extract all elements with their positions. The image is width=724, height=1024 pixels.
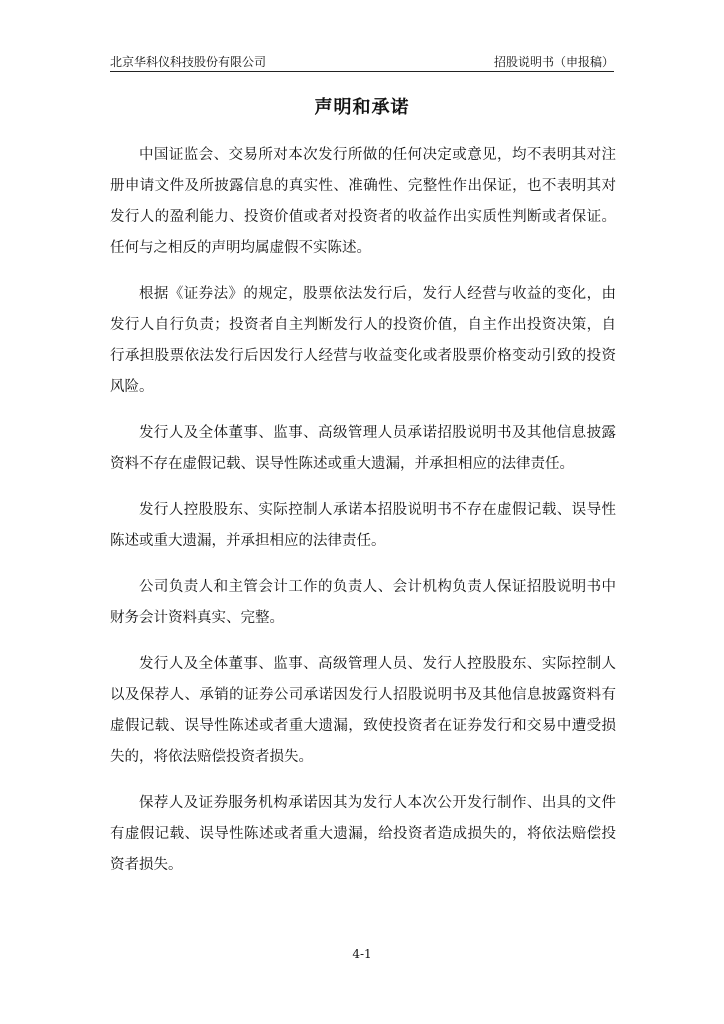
header-company-name: 北京华科仪科技股份有限公司 <box>110 55 267 69</box>
header-document-type: 招股说明书（申报稿） <box>493 55 614 69</box>
page-header <box>110 53 614 72</box>
page-number: 4-1 <box>352 947 372 961</box>
paragraph-csrc-disclaimer: 中国证监会、交易所对本次发行所做的任何决定或意见，均不表明其对注册申请文件及所披露信息的真实性、准确性、完整性作出保证，也不表明其对发行人的盈利能力、投资价值或者对投资者的收益作出实质性判断或者保证。任何与之相反的声明均属虚假不实陈述。 <box>110 147 616 256</box>
paragraph-sponsor-commitment: 保荐人及证券服务机构承诺因其为发行人本次公开发行制作、出具的文件有虚假记载、误导性陈述或者重大遗漏，给投资者造成损失的，将依法赔偿投资者损失。 <box>110 795 616 873</box>
paragraph-securities-law: 根据《证券法》的规定，股票依法发行后，发行人经营与收益的变化，由发行人自行负责；投资者自主判断发行人的投资价值，自主作出投资决策，自行承担股票依法发行后因发行人经营与收益变化或者股票价格变动引致的投资风险。 <box>110 286 616 395</box>
paragraph-controller-commitment: 发行人控股股东、实际控制人承诺本招股说明书不存在虚假记载、误导性陈述或重大遗漏，并承担相应的法律责任。 <box>110 502 616 549</box>
document-body <box>110 140 616 896</box>
paragraph-board-commitment: 发行人及全体董事、监事、高级管理人员承诺招股说明书及其他信息披露资料不存在虚假记载、误导性陈述或重大遗漏，并承担相应的法律责任。 <box>110 425 616 472</box>
document-title: 声明和承诺 <box>314 97 410 118</box>
paragraph-compensation-commitment: 发行人及全体董事、监事、高级管理人员、发行人控股股东、实际控制人以及保荐人、承销的证券公司承诺因发行人招股说明书及其他信息披露资料有虚假记载、误导性陈述或者重大遗漏，致使投资者在证券发行和交易中遭受损失的，将依法赔偿投资者损失。 <box>110 656 616 765</box>
paragraph-accounting-guarantee: 公司负责人和主管会计工作的负责人、会计机构负责人保证招股说明书中财务会计资料真实、完整。 <box>110 579 616 626</box>
